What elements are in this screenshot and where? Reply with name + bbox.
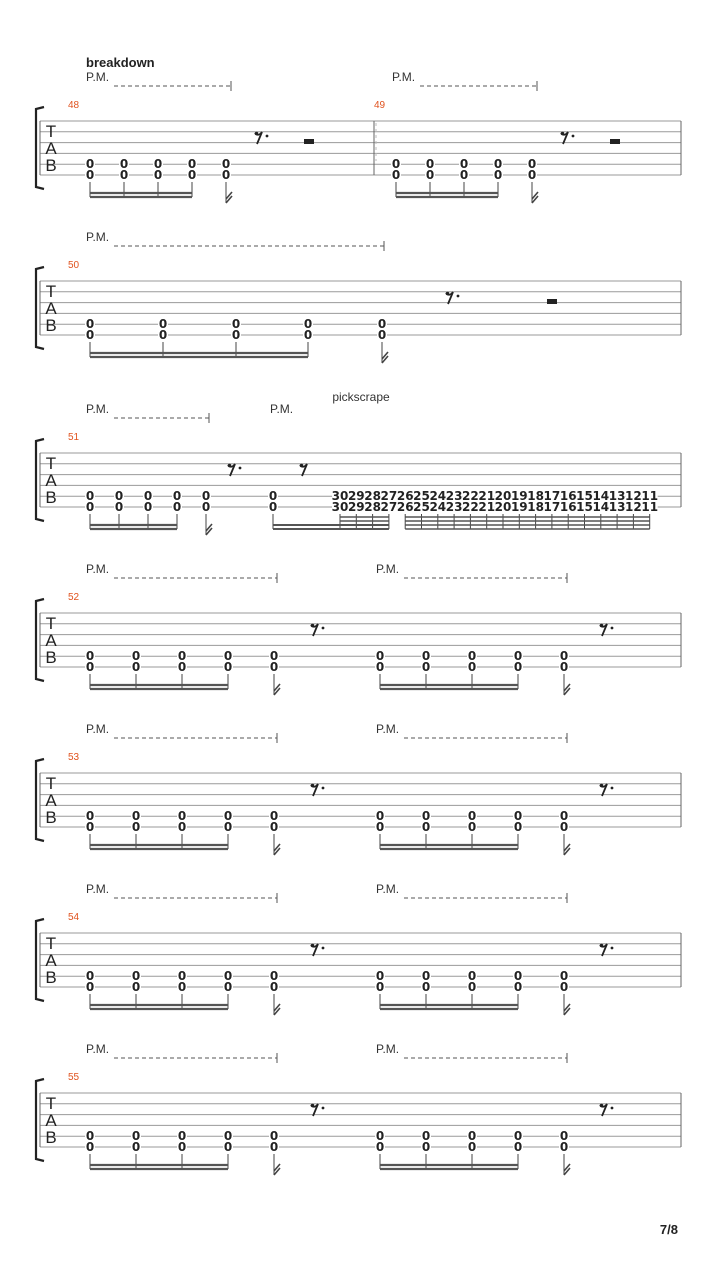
pickscrape-annotation: pickscrape <box>332 390 390 404</box>
fret-number: 0 <box>177 980 187 994</box>
palm-mute-label: P.M. <box>86 230 110 244</box>
half-rest <box>610 139 620 144</box>
fret-number: 20 <box>494 489 512 504</box>
fret-number: 0 <box>375 1129 385 1144</box>
tab-system <box>36 722 681 855</box>
rest-dot <box>322 947 325 950</box>
fret-number: 0 <box>421 809 431 824</box>
fret-number: 0 <box>201 489 211 504</box>
tab-letter-a: A <box>45 951 57 970</box>
measure-number: 48 <box>68 100 80 111</box>
fret-number: 0 <box>269 820 279 834</box>
fret-number: 14 <box>592 500 610 514</box>
fret-number: 0 <box>119 168 129 182</box>
rest-head <box>561 132 565 136</box>
measure-number: 51 <box>68 432 80 443</box>
fret-number: 0 <box>172 489 182 504</box>
fret-number: 19 <box>510 489 528 504</box>
tab-letter-b: B <box>45 1128 57 1147</box>
rest-dot <box>572 135 575 138</box>
fret-number: 0 <box>131 980 141 994</box>
tab-letter-a: A <box>45 471 57 490</box>
fret-number: 0 <box>421 1129 431 1144</box>
fret-number: 0 <box>177 809 187 824</box>
measure-number: 55 <box>68 1072 80 1083</box>
fret-number: 0 <box>467 809 477 824</box>
fret-number: 12 <box>625 500 642 514</box>
fret-number: 26 <box>396 489 414 504</box>
fret-number: 17 <box>543 489 561 504</box>
fret-number: 28 <box>364 489 381 504</box>
fret-number: 26 <box>396 500 414 514</box>
fret-number: 0 <box>377 328 387 342</box>
page-number: 7/8 <box>659 1222 678 1237</box>
rest-dot <box>611 1107 614 1110</box>
rest-head <box>311 1104 315 1108</box>
fret-number: 0 <box>114 489 124 504</box>
tab-system <box>36 562 681 695</box>
fret-number: 0 <box>85 168 95 182</box>
fret-number: 0 <box>131 809 141 824</box>
fret-number: 0 <box>172 500 182 514</box>
fret-number: 0 <box>459 157 469 172</box>
note-flag <box>274 844 280 855</box>
palm-mute-label: P.M. <box>86 70 110 84</box>
fret-number: 0 <box>513 1129 523 1144</box>
fret-number: 0 <box>131 969 141 984</box>
fret-number: 0 <box>158 317 168 332</box>
measure-number: 50 <box>68 260 80 271</box>
tab-system <box>36 1042 681 1175</box>
fret-number: 0 <box>559 1140 569 1154</box>
fret-number: 0 <box>559 969 569 984</box>
fret-number: 0 <box>268 489 278 504</box>
fret-number: 0 <box>269 660 279 674</box>
fret-number: 18 <box>527 489 544 504</box>
fret-number: 0 <box>231 328 241 342</box>
tab-letter-b: B <box>45 648 57 667</box>
fret-number: 0 <box>377 317 387 332</box>
rest-head <box>600 944 604 948</box>
palm-mute-label: P.M. <box>392 70 416 84</box>
fret-number: 0 <box>131 660 141 674</box>
tab-letter-b: B <box>45 488 57 507</box>
fret-number: 0 <box>375 649 385 664</box>
fret-number: 0 <box>493 168 503 182</box>
fret-number: 0 <box>513 809 523 824</box>
fret-number: 0 <box>131 649 141 664</box>
fret-number: 0 <box>391 168 401 182</box>
tab-letter-a: A <box>45 139 57 158</box>
fret-number: 0 <box>223 660 233 674</box>
fret-number: 0 <box>375 660 385 674</box>
note-flag <box>564 684 570 695</box>
section-label: breakdown <box>86 55 155 70</box>
measure-number: 54 <box>68 912 80 923</box>
fret-number: 0 <box>269 649 279 664</box>
fret-number: 0 <box>85 489 95 504</box>
fret-number: 16 <box>559 500 577 514</box>
fret-number: 0 <box>467 660 477 674</box>
fret-number: 0 <box>177 1129 187 1144</box>
tab-system <box>36 55 681 203</box>
fret-number: 28 <box>364 500 381 514</box>
fret-number: 0 <box>223 1140 233 1154</box>
fret-number: 0 <box>85 809 95 824</box>
rest-head <box>600 624 604 628</box>
tab-letter-a: A <box>45 299 57 318</box>
note-flag <box>564 1004 570 1015</box>
fret-number: 29 <box>347 489 365 504</box>
rest-dot <box>322 627 325 630</box>
fret-number: 0 <box>131 820 141 834</box>
rest-head <box>600 784 604 788</box>
fret-number: 0 <box>303 317 313 332</box>
fret-number: 24 <box>429 500 447 514</box>
fret-number: 27 <box>380 500 398 514</box>
fret-number: 0 <box>559 1129 569 1144</box>
fret-number: 0 <box>221 168 231 182</box>
note-flag <box>274 684 280 695</box>
fret-number: 0 <box>467 820 477 834</box>
fret-number: 0 <box>85 500 95 514</box>
fret-number: 0 <box>153 157 163 172</box>
tab-letter-a: A <box>45 791 57 810</box>
tab-letter-t: T <box>45 934 57 953</box>
fret-number: 0 <box>143 500 153 514</box>
palm-mute-label: P.M. <box>86 562 110 576</box>
tab-letter-t: T <box>45 122 57 141</box>
fret-number: 0 <box>467 969 477 984</box>
rest-head <box>446 292 450 296</box>
fret-number: 0 <box>375 1140 385 1154</box>
fret-number: 0 <box>223 969 233 984</box>
fret-number: 16 <box>559 489 577 504</box>
fret-number: 0 <box>467 1140 477 1154</box>
fret-number: 27 <box>380 489 398 504</box>
palm-mute-label: P.M. <box>270 402 294 416</box>
fret-number: 0 <box>177 820 187 834</box>
fret-number: 0 <box>231 317 241 332</box>
fret-number: 30 <box>331 489 349 504</box>
palm-mute-label: P.M. <box>376 722 400 736</box>
fret-number: 13 <box>608 500 626 514</box>
note-flag <box>274 1004 280 1015</box>
fret-number: 0 <box>527 157 537 172</box>
rest-head <box>300 464 304 468</box>
fret-number: 0 <box>425 157 435 172</box>
fret-number: 0 <box>375 809 385 824</box>
palm-mute-label: P.M. <box>376 1042 400 1056</box>
fret-number: 0 <box>269 969 279 984</box>
fret-number: 0 <box>467 1129 477 1144</box>
tab-letter-b: B <box>45 808 57 827</box>
rest-dot <box>239 467 242 470</box>
tab-system <box>36 390 681 535</box>
fret-number: 0 <box>177 660 187 674</box>
fret-number: 25 <box>413 500 430 514</box>
fret-number: 0 <box>513 660 523 674</box>
rest-head <box>600 1104 604 1108</box>
tab-letter-a: A <box>45 1111 57 1130</box>
fret-number: 11 <box>641 489 659 504</box>
fret-number: 23 <box>445 489 463 504</box>
fret-number: 17 <box>543 500 561 514</box>
rest-head <box>255 132 259 136</box>
fret-number: 0 <box>223 1129 233 1144</box>
tab-letter-b: B <box>45 968 57 987</box>
measure-number: 52 <box>68 592 80 603</box>
fret-number: 0 <box>177 649 187 664</box>
fret-number: 0 <box>187 168 197 182</box>
palm-mute-label: P.M. <box>86 882 110 896</box>
fret-number: 20 <box>494 500 512 514</box>
fret-number: 0 <box>559 820 569 834</box>
measure-number: 49 <box>374 100 386 111</box>
fret-number: 0 <box>131 1129 141 1144</box>
fret-number: 0 <box>269 809 279 824</box>
fret-number: 0 <box>201 500 211 514</box>
fret-number: 0 <box>467 980 477 994</box>
fret-number: 0 <box>85 820 95 834</box>
fret-number: 0 <box>559 809 569 824</box>
fret-number: 0 <box>269 980 279 994</box>
palm-mute-label: P.M. <box>86 1042 110 1056</box>
fret-number: 0 <box>177 1140 187 1154</box>
fret-number: 0 <box>559 660 569 674</box>
note-flag <box>532 192 538 203</box>
note-flag <box>382 352 388 363</box>
fret-number: 0 <box>375 820 385 834</box>
tab-letter-a: A <box>45 631 57 650</box>
fret-number: 0 <box>85 157 95 172</box>
tab-letter-t: T <box>45 454 57 473</box>
fret-number: 19 <box>510 500 528 514</box>
fret-number: 0 <box>223 820 233 834</box>
fret-number: 0 <box>467 649 477 664</box>
fret-number: 29 <box>347 500 365 514</box>
fret-number: 0 <box>513 649 523 664</box>
tab-system <box>36 230 681 363</box>
fret-number: 24 <box>429 489 447 504</box>
note-flag <box>206 524 212 535</box>
fret-number: 0 <box>421 1140 431 1154</box>
rest-dot <box>457 295 460 298</box>
half-rest <box>304 139 314 144</box>
note-flag <box>564 1164 570 1175</box>
rest-head <box>311 624 315 628</box>
fret-number: 15 <box>576 500 593 514</box>
fret-number: 0 <box>421 820 431 834</box>
fret-number: 0 <box>559 980 569 994</box>
fret-number: 15 <box>576 489 593 504</box>
fret-number: 22 <box>462 489 479 504</box>
fret-number: 0 <box>513 820 523 834</box>
fret-number: 11 <box>641 500 659 514</box>
note-flag <box>274 1164 280 1175</box>
fret-number: 0 <box>85 317 95 332</box>
fret-number: 0 <box>513 980 523 994</box>
tab-letter-t: T <box>45 1094 57 1113</box>
fret-number: 0 <box>85 328 95 342</box>
fret-number: 0 <box>269 1129 279 1144</box>
fret-number: 0 <box>391 157 401 172</box>
fret-number: 25 <box>413 489 430 504</box>
fret-number: 21 <box>478 489 496 504</box>
rest-head <box>311 784 315 788</box>
fret-number: 30 <box>331 500 349 514</box>
palm-mute-label: P.M. <box>86 402 110 416</box>
fret-number: 0 <box>114 500 124 514</box>
fret-number: 0 <box>493 157 503 172</box>
fret-number: 14 <box>592 489 610 504</box>
fret-number: 0 <box>143 489 153 504</box>
rest-dot <box>611 787 614 790</box>
fret-number: 0 <box>421 660 431 674</box>
fret-number: 0 <box>223 809 233 824</box>
fret-number: 0 <box>119 157 129 172</box>
fret-number: 0 <box>223 980 233 994</box>
fret-number: 0 <box>85 1129 95 1144</box>
fret-number: 21 <box>478 500 496 514</box>
fret-number: 0 <box>158 328 168 342</box>
fret-number: 0 <box>221 157 231 172</box>
fret-number: 0 <box>375 980 385 994</box>
palm-mute-label: P.M. <box>86 722 110 736</box>
rest-head <box>228 464 232 468</box>
fret-number: 0 <box>85 969 95 984</box>
fret-number: 0 <box>153 168 163 182</box>
tab-letter-t: T <box>45 614 57 633</box>
note-flag <box>226 192 232 203</box>
fret-number: 0 <box>85 1140 95 1154</box>
rest-dot <box>322 787 325 790</box>
tab-letter-t: T <box>45 282 57 301</box>
fret-number: 0 <box>527 168 537 182</box>
fret-number: 18 <box>527 500 544 514</box>
tab-letter-b: B <box>45 156 57 175</box>
fret-number: 23 <box>445 500 463 514</box>
tab-letter-b: B <box>45 316 57 335</box>
fret-number: 0 <box>421 969 431 984</box>
fret-number: 0 <box>375 969 385 984</box>
fret-number: 0 <box>131 1140 141 1154</box>
fret-number: 0 <box>85 980 95 994</box>
rest-dot <box>611 627 614 630</box>
fret-number: 0 <box>421 980 431 994</box>
measure-number: 53 <box>68 752 80 763</box>
fret-number: 0 <box>85 660 95 674</box>
fret-number: 0 <box>303 328 313 342</box>
fret-number: 0 <box>513 1140 523 1154</box>
palm-mute-label: P.M. <box>376 562 400 576</box>
rest-dot <box>611 947 614 950</box>
fret-number: 0 <box>513 969 523 984</box>
fret-number: 0 <box>421 649 431 664</box>
note-flag <box>564 844 570 855</box>
fret-number: 0 <box>269 1140 279 1154</box>
rest-head <box>311 944 315 948</box>
palm-mute-label: P.M. <box>376 882 400 896</box>
fret-number: 0 <box>459 168 469 182</box>
fret-number: 0 <box>268 500 278 514</box>
fret-number: 0 <box>187 157 197 172</box>
tab-letter-t: T <box>45 774 57 793</box>
tab-system <box>36 882 681 1015</box>
rest-dot <box>266 135 269 138</box>
fret-number: 0 <box>559 649 569 664</box>
fret-number: 13 <box>608 489 626 504</box>
fret-number: 0 <box>425 168 435 182</box>
fret-number: 22 <box>462 500 479 514</box>
fret-number: 0 <box>223 649 233 664</box>
rest-dot <box>322 1107 325 1110</box>
fret-number: 0 <box>85 649 95 664</box>
fret-number: 0 <box>177 969 187 984</box>
fret-number: 12 <box>625 489 642 504</box>
half-rest <box>547 299 557 304</box>
